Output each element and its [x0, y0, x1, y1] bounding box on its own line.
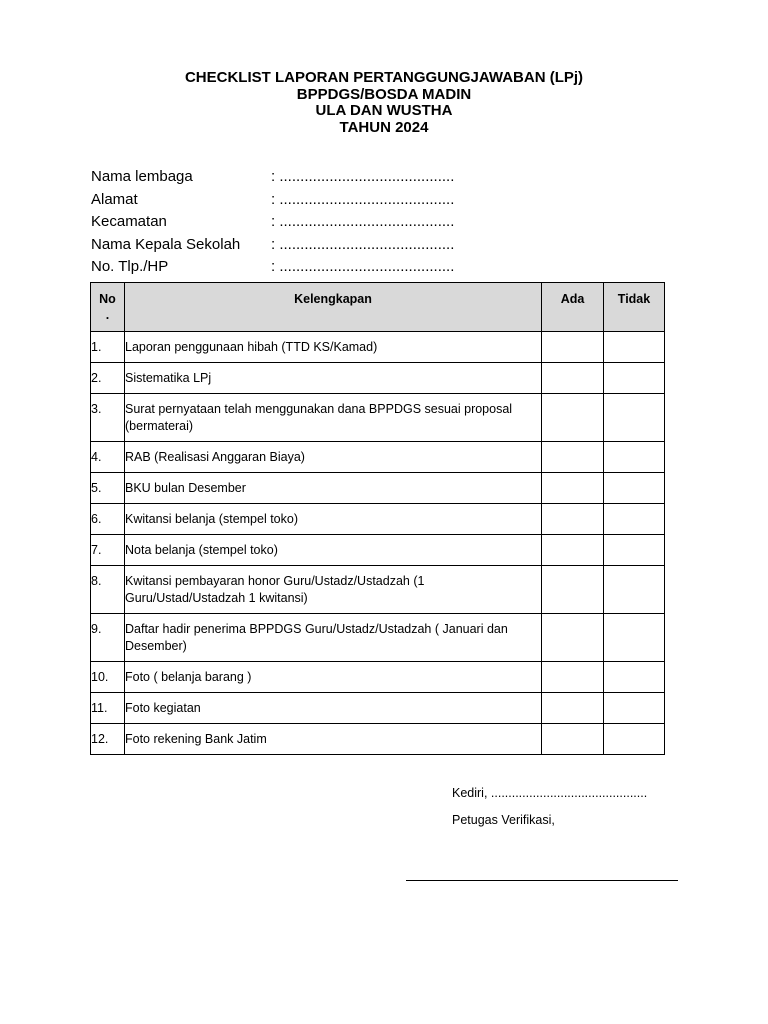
table-row — [91, 566, 665, 614]
title-line-1: CHECKLIST LAPORAN PERTANGGUNGJAWABAN (LPj) — [184, 69, 584, 86]
table-row — [91, 394, 665, 442]
checkbox-ada-cell[interactable] — [542, 614, 604, 662]
table-row — [91, 614, 665, 662]
document-title — [0, 70, 768, 136]
header-ada: Ada — [542, 283, 604, 332]
row-number: 8. — [91, 566, 125, 614]
checkbox-tidak-cell[interactable] — [604, 535, 665, 566]
checkbox-ada-cell[interactable] — [542, 504, 604, 535]
table-row — [91, 535, 665, 566]
checkbox-ada-cell[interactable] — [542, 332, 604, 363]
row-number: 12. — [91, 724, 125, 755]
header-no — [91, 283, 125, 332]
header-no-dot: . — [105, 308, 110, 322]
field-blank: : .......................................... — [271, 213, 455, 230]
row-item: Foto ( belanja barang ) — [125, 662, 542, 693]
field-blank: : .......................................... — [271, 168, 455, 185]
checkbox-tidak-cell[interactable] — [604, 662, 665, 693]
signature-line — [406, 880, 678, 881]
header-tidak: Tidak — [604, 283, 665, 332]
table-row — [91, 363, 665, 394]
checkbox-ada-cell[interactable] — [542, 442, 604, 473]
field-label: Alamat — [91, 190, 138, 208]
row-item: Daftar hadir penerima BPPDGS Guru/Ustadz/Ustadzah ( Januari dan Desember) — [125, 614, 542, 662]
row-number: 6. — [91, 504, 125, 535]
row-item: RAB (Realisasi Anggaran Biaya) — [125, 442, 542, 473]
checkbox-tidak-cell[interactable] — [604, 363, 665, 394]
title-line-2: BPPDGS/BOSDA MADIN — [296, 85, 472, 103]
checkbox-tidak-cell[interactable] — [604, 566, 665, 614]
title-line-4: TAHUN 2024 — [339, 118, 429, 136]
checkbox-ada-cell[interactable] — [542, 535, 604, 566]
table-row — [91, 442, 665, 473]
checkbox-ada-cell[interactable] — [542, 724, 604, 755]
field-label: Nama lembaga — [91, 168, 193, 185]
checkbox-ada-cell[interactable] — [542, 662, 604, 693]
table-row — [91, 724, 665, 755]
header-no-text: No — [99, 292, 116, 306]
title-line-3: ULA DAN WUSTHA — [315, 102, 453, 119]
row-number: 11. — [91, 693, 125, 724]
row-number: 5. — [91, 473, 125, 504]
checkbox-tidak-cell[interactable] — [604, 693, 665, 724]
row-item: Foto kegiatan — [125, 693, 542, 724]
field-blank: : .......................................... — [271, 235, 455, 253]
table-row — [91, 662, 665, 693]
row-number: 4. — [91, 442, 125, 473]
checkbox-tidak-cell[interactable] — [604, 394, 665, 442]
row-item: Kwitansi belanja (stempel toko) — [125, 504, 542, 535]
table-row — [91, 693, 665, 724]
field-label: Nama Kepala Sekolah — [91, 235, 241, 253]
field-blank: : .......................................... — [271, 190, 455, 208]
checkbox-tidak-cell[interactable] — [604, 504, 665, 535]
officer-title: Petugas Verifikasi, — [452, 813, 555, 827]
row-number: 7. — [91, 535, 125, 566]
checkbox-tidak-cell[interactable] — [604, 724, 665, 755]
row-number: 2. — [91, 363, 125, 394]
checkbox-ada-cell[interactable] — [542, 363, 604, 394]
field-blank: : .......................................... — [271, 258, 455, 275]
row-item: Nota belanja (stempel toko) — [125, 535, 542, 566]
row-item: Surat pernyataan telah menggunakan dana BPPDGS sesuai proposal (bermaterai) — [125, 394, 542, 442]
row-number: 1. — [91, 332, 125, 363]
field-label: No. Tlp./HP — [91, 258, 169, 275]
checkbox-tidak-cell[interactable] — [604, 442, 665, 473]
row-number: 3. — [91, 394, 125, 442]
checklist-table — [90, 282, 665, 755]
table-row — [91, 504, 665, 535]
row-item: BKU bulan Desember — [125, 473, 542, 504]
checkbox-ada-cell[interactable] — [542, 566, 604, 614]
checkbox-ada-cell[interactable] — [542, 473, 604, 504]
row-number: 9. — [91, 614, 125, 662]
row-item: Kwitansi pembayaran honor Guru/Ustadz/Ustadzah (1 Guru/Ustad/Ustadzah 1 kwitansi) — [125, 566, 542, 614]
checkbox-ada-cell[interactable] — [542, 394, 604, 442]
table-row — [91, 332, 665, 363]
table-header-row — [91, 283, 665, 332]
row-item: Sistematika LPj — [125, 363, 542, 394]
row-number: 10. — [91, 662, 125, 693]
table-row — [91, 473, 665, 504]
checkbox-ada-cell[interactable] — [542, 693, 604, 724]
header-kelengkapan: Kelengkapan — [125, 283, 542, 332]
field-label: Kecamatan — [91, 213, 167, 230]
checkbox-tidak-cell[interactable] — [604, 614, 665, 662]
checkbox-tidak-cell[interactable] — [604, 473, 665, 504]
row-item: Laporan penggunaan hibah (TTD KS/Kamad) — [125, 332, 542, 363]
checkbox-tidak-cell[interactable] — [604, 332, 665, 363]
place-date-line: Kediri, ............................................. — [452, 786, 648, 800]
row-item: Foto rekening Bank Jatim — [125, 724, 542, 755]
